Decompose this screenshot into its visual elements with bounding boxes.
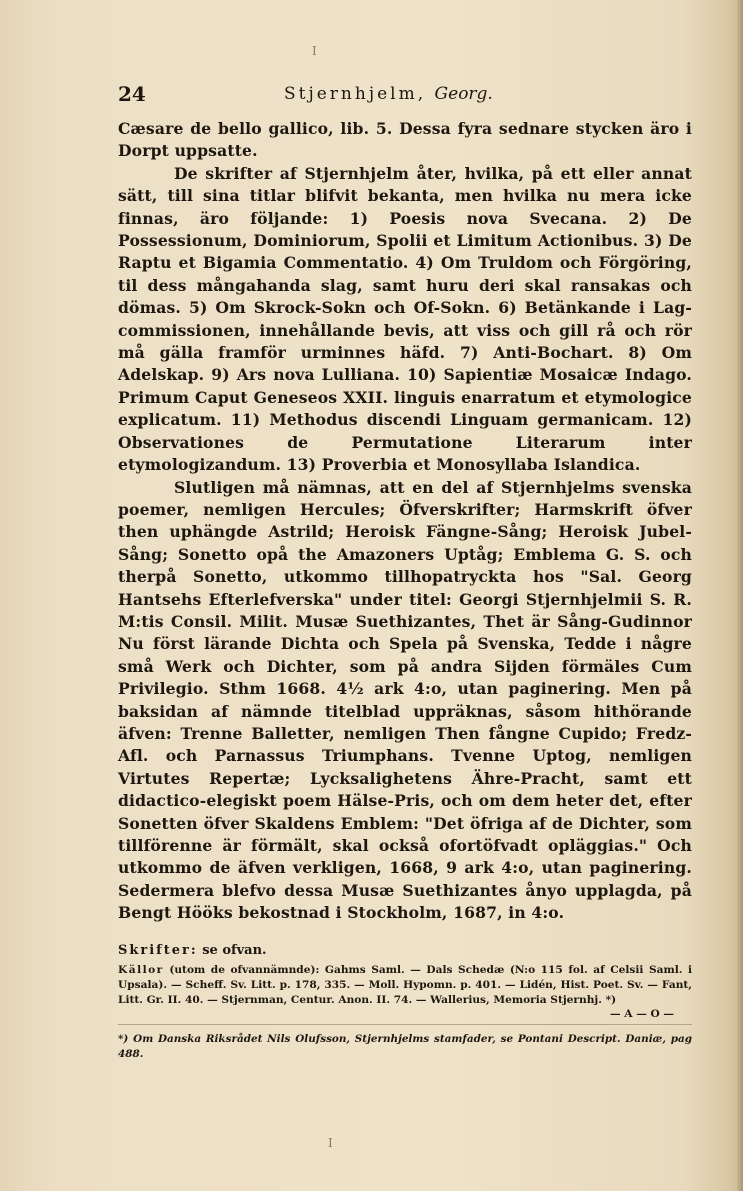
skrifter-line [118, 943, 692, 958]
sources-label: Källor [118, 964, 164, 976]
page-header [118, 82, 638, 112]
running-head [284, 84, 493, 104]
sources-text: (utom de ofvannämnde): Gahms Saml. — Dals Schedæ (N:o 115 fol. af Celsii Saml. i Upsala). — Scheff. Sv. Litt. p. 178, 335. — Moll. Hypomn. p. 401. — Lidén, Hist. Poet. Sv. — Fant, Litt. Gr. II. 40. — Stjernman, Centur. Anon. II. 74. — Wallerius, Memoria Stjernhj. *) [118, 964, 692, 1006]
footnote: *) Om Danska Riksrådet Nils Olufsson, Stjernhjelms stamfader, se Pontani Descript. Daniæ, pag 488. [118, 1033, 692, 1060]
footnote-rule [118, 1024, 692, 1025]
running-head-forename: Georg. [434, 84, 493, 104]
page-edge [737, 0, 743, 1191]
skrifter-label: Skrifter: [118, 943, 198, 958]
sources-signature: — A — O — [610, 1008, 674, 1021]
margin-mark-bottom: I [328, 1136, 333, 1150]
body-text [118, 118, 692, 925]
page-number: 24 [118, 82, 146, 106]
paragraph-1: Cæsare de bello gallico, lib. 5. Dessa fyra sednare stycken äro i Dorpt uppsatte. [118, 119, 692, 161]
margin-mark-top: I [312, 44, 317, 58]
skrifter-text: se ofvan. [202, 943, 267, 958]
paragraph-2: De skrifter af Stjernhjelm åter, hvilka, på ett eller annat sätt, till sina titlar blifvit bekanta, men hvilka nu mera icke finnas, äro följande: 1) Poesis nova Svecana. 2) De Possessionum, Dominiorum, Spolii et Limitum Actionibus. 3) De Raptu et Bigamia Commentatio. 4) Om Truldom och Förgöring, til dess mångahanda slag, samt huru deri skal ransakas och dömas. 5) Om Skrock-Sokn och Of-Sokn. 6) Betänkande i Lag-commissionen, innehållande bevis, att viss och gill rå och rör må gälla framför urminnes häfd. 7) Anti-Bochart. 8) Om Adelskap. 9) Ars nova Lulliana. 10) Sapientiæ Mosaicæ Indago. Primum Caput Geneseos XXII. linguis enarratum et etymologice explicatum. 11) Methodus discendi Linguam germanicam. 12) Observationes de Permutatione Literarum inter etymologizandum. 13) Proverbia et Monosyllaba Islandica. [118, 163, 692, 475]
paragraph-3: Slutligen må nämnas, att en del af Stjernhjelms svenska poemer, nemligen Hercules; Öfverskrifter; Harmskrift öfver then uphängde Astrild; Heroisk Fängne-Sång; Heroisk Jubel-Sång; Sonetto opå the Amazoners Uptåg; Emblema G. S. och therpå Sonetto, utkommo tillhopatryckta hos "Sal. Georg Hantsehs Efterlefverska" under titel: Georgi Stjernhjelmii S. R. M:tis Consil. Milit. Musæ Suethizantes, Thet är Sång-Gudinnor Nu först lärande Dichta och Spela på Svenska, Tedde i någre små Werk och Dichter, som på andra Sijden förmäles Cum Privilegio. Sthm 1668. 4½ ark 4:o, utan paginering. Men på baksidan af nämnde titelblad uppräknas, såsom hithörande äfven: Trenne Balletter, nemligen Then fångne Cupido; Fredz-Afl. och Parnassus Triumphans. Tvenne Uptog, nemligen Virtutes Repertæ; Lycksalighetens Ähre-Pracht, samt ett didactico-elegiskt poem Hälse-Pris, och om dem heter det, efter Sonetten öfver Skaldens Emblem: "Det öfriga af de Dichter, som tillförenne är förmält, skal också ofortöfvadt opläggias." Och utkommo de äfven verkligen, 1668, 9 ark 4:o, utan paginering. Sedermera blefvo dessa Musæ Suethizantes ånyo upplagda, på Bengt Hööks bekostnad i Stockholm, 1687, in 4:o. [118, 477, 692, 923]
sources-block [118, 963, 692, 1022]
running-head-surname: Stjernhjelm, [284, 84, 427, 104]
